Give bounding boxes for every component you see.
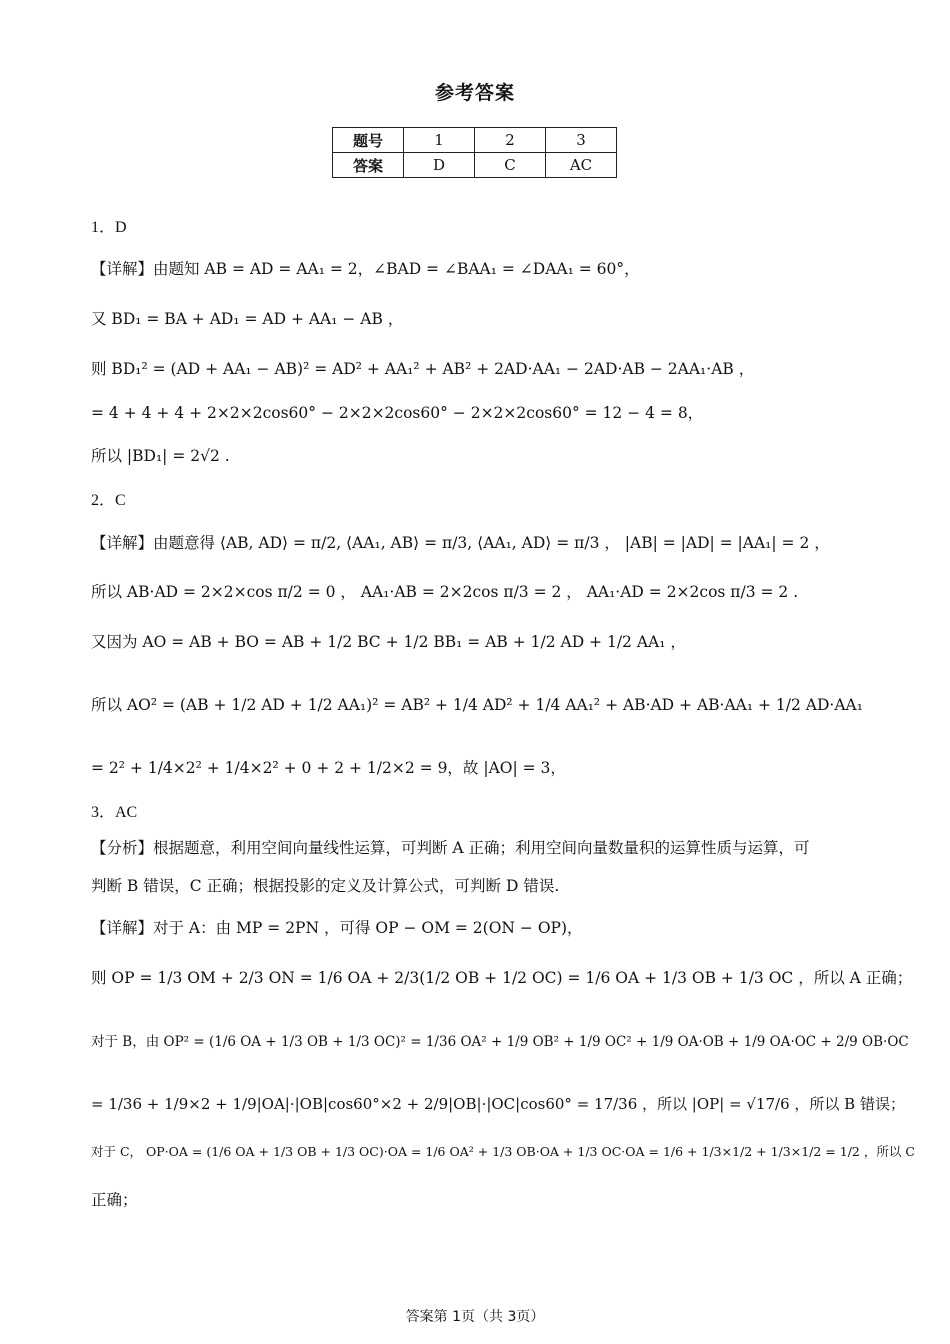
table-cell: AC <box>546 153 617 178</box>
q2-line: 又因为 AO = AB + BO = AB + 1/2 BC + 1/2 BB₁ = AB + 1/2 AD + 1/2 AA₁ ， <box>91 633 686 651</box>
q2-line: 所以 AB·AD = 2×2×cos π/2 = 0 ， AA₁·AB = 2×2cos π/3 = 2 ， AA₁·AD = 2×2cos π/3 = 2 . <box>91 583 799 601</box>
table-row <box>333 153 617 178</box>
q1-heading: 1．D <box>91 219 127 236</box>
q2-line: = 2² + 1/4×2² + 1/4×2² + 0 + 2 + 1/2×2 = 9，故 |AO| = 3， <box>91 759 566 777</box>
q3-line: 正确； <box>91 1191 138 1209</box>
answer-table <box>332 127 617 178</box>
q1-line: 又 BD₁ = BA + AD₁ = AD + AA₁ − AB ， <box>91 310 404 328</box>
table-cell: 1 <box>404 128 475 153</box>
q3-line: 对于 B，由 OP² = (1/6 OA + 1/3 OB + 1/3 OC)² = 1/36 OA² + 1/9 OB² + 1/9 OC² + 1/9 OA·OB + 1/9 OA·OC + 2/9 OB·OC <box>91 1034 909 1050</box>
page-title: 参考答案 <box>434 82 515 104</box>
table-row <box>333 128 617 153</box>
q1-line: 所以 |BD₁| = 2√2 . <box>91 447 230 465</box>
q3-heading: 3．AC <box>91 804 138 821</box>
table-cell: C <box>475 153 546 178</box>
page-footer: 答案第 1页（共 3页） <box>405 1309 545 1325</box>
q2-heading: 2．C <box>91 492 126 509</box>
q3-line: = 1/36 + 1/9×2 + 1/9|OA|·|OB|cos60°×2 + 2/9|OB|·|OC|cos60° = 17/36 ，所以 |OP| = √17/6 ，所以 B 错误； <box>91 1095 905 1113</box>
table-cell: 3 <box>546 128 617 153</box>
table-cell: 2 <box>475 128 546 153</box>
table-cell: D <box>404 153 475 178</box>
q3-line: 判断 B 错误，C 正确；根据投影的定义及计算公式，可判断 D 错误. <box>91 877 560 895</box>
table-header-number: 题号 <box>333 128 404 153</box>
q2-line: 所以 AO² = (AB + 1/2 AD + 1/2 AA₁)² = AB² + 1/4 AD² + 1/4 AA₁² + AB·AD + AB·AA₁ + 1/2 AD·AA₁ <box>91 696 863 714</box>
q1-line: 【详解】由题知 AB = AD = AA₁ = 2，∠BAD = ∠BAA₁ = ∠DAA₁ = 60°， <box>91 260 640 278</box>
q3-line: 则 OP = 1/3 OM + 2/3 ON = 1/6 OA + 2/3(1/2 OB + 1/2 OC) = 1/6 OA + 1/3 OB + 1/3 OC ，所以 A 正确； <box>91 969 913 987</box>
q2-line: 【详解】由题意得 ⟨AB, AD⟩ = π/2, ⟨AA₁, AB⟩ = π/3, ⟨AA₁, AD⟩ = π/3 ， |AB| = |AD| = |AA₁| = 2 ， <box>91 534 830 552</box>
q1-line: = 4 + 4 + 4 + 2×2×2cos60° − 2×2×2cos60° − 2×2×2cos60° = 12 − 4 = 8， <box>91 404 704 422</box>
q3-line: 对于 C， OP·OA = (1/6 OA + 1/3 OB + 1/3 OC)·OA = 1/6 OA² + 1/3 OB·OA + 1/3 OC·OA = 1/6 + 1/3×1/2 + 1/3×1/2 = 1/2 ，所以 C <box>91 1144 915 1159</box>
table-header-answer: 答案 <box>333 153 404 178</box>
q3-line: 【分析】根据题意，利用空间向量线性运算，可判断 A 正确；利用空间向量数量积的运算性质与运算，可 <box>91 839 810 857</box>
q1-line: 则 BD₁² = (AD + AA₁ − AB)² = AD² + AA₁² + AB² + 2AD·AA₁ − 2AD·AB − 2AA₁·AB ， <box>91 360 755 378</box>
q3-line: 【详解】对于 A：由 MP = 2PN ，可得 OP − OM = 2(ON − OP)， <box>91 919 583 937</box>
